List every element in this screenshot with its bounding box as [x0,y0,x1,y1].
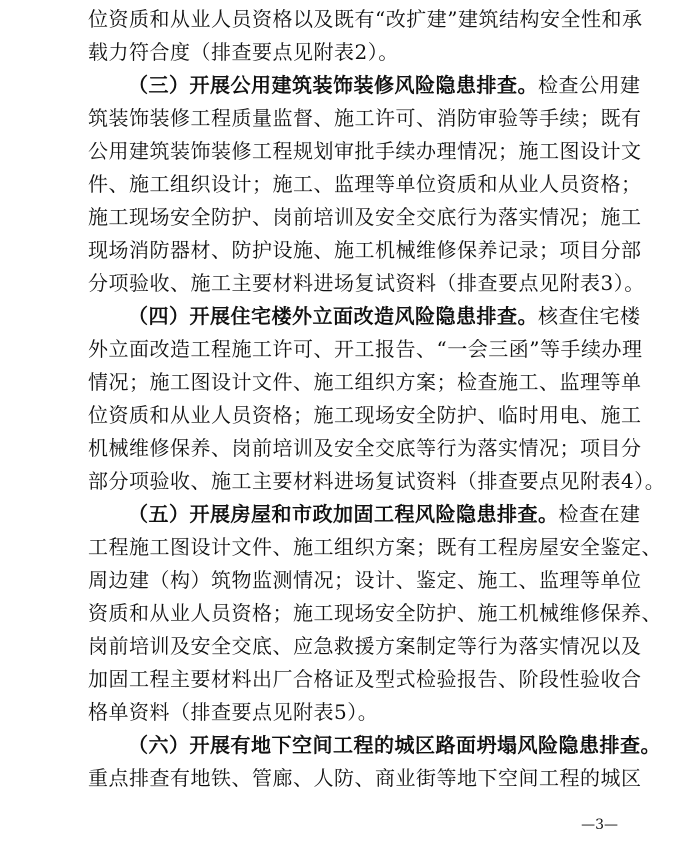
text-line: 重点排查有地铁、管廊、人防、商业街等地下空间工程的城区 [88,766,642,790]
text-line: 岗前培训及安全交底、应急救援方案制定等行为落实情况以及 [88,634,642,658]
text-line: 位资质和从业人员资格；施工现场安全防护、临时用电、施工 [88,403,642,427]
section-heading-line: （三）开展公用建筑装饰装修风险隐患排查。检查公用建 [128,73,641,97]
text-line: 部分项验收、施工主要材料进场复试资料（排查要点见附表4）。 [88,469,666,493]
section-heading: （三）开展公用建筑装饰装修风险隐患排查。 [128,73,538,97]
section-heading: （六）开展有地下空间工程的城区路面坍塌风险隐患排查。 [128,733,661,757]
section-heading: （四）开展住宅楼外立面改造风险隐患排查。 [128,304,538,328]
text-line: 情况；施工图设计文件、施工组织方案；检查施工、监理等单 [88,370,642,394]
text-line: 格单资料（排查要点见附表5）。 [88,700,379,724]
text-line: 资质和从业人员资格；施工现场安全防护、施工机械维修保养、 [88,601,662,625]
text-line: 分项验收、施工主要材料进场复试资料（排查要点见附表3）。 [88,271,645,295]
text-line: 公用建筑装饰装修工程规划审批手续办理情况；施工图设计文 [88,139,642,163]
text-line: 外立面改造工程施工许可、开工报告、“一会三函”等手续办理 [88,337,643,361]
page-number: —3— [581,817,618,833]
section-heading-line [128,729,661,762]
text-line: 筑装饰装修工程质量监督、施工许可、消防审验等手续；既有 [88,106,642,130]
text-line: 载力符合度（排查要点见附表2）。 [88,40,399,64]
text-line: 现场消防器材、防护设施、施工机械维修保养记录；项目分部 [88,238,642,262]
text-line: 工程施工图设计文件、施工组织方案；既有工程房屋安全鉴定、 [88,535,662,559]
section-heading: （五）开展房屋和市政加固工程风险隐患排查。 [128,502,559,526]
text-line: 件、施工组织设计；施工、监理等单位资质和从业人员资格； [88,172,642,196]
section-heading-line: （四）开展住宅楼外立面改造风险隐患排查。核查住宅楼 [128,304,641,328]
text-line: 机械维修保养、岗前培训及安全交底等行为落实情况；项目分 [88,436,642,460]
text-line: 施工现场安全防护、岗前培训及安全交底行为落实情况；施工 [88,205,642,229]
section-heading-line: （五）开展房屋和市政加固工程风险隐患排查。检查在建 [128,502,641,526]
text-line: 加固工程主要材料出厂合格证及型式检验报告、阶段性验收合 [88,667,642,691]
text-line: 位资质和从业人员资格以及既有“改扩建”建筑结构安全性和承 [88,7,643,31]
text-line: 周边建（构）筑物监测情况；设计、鉴定、施工、监理等单位 [88,568,642,592]
